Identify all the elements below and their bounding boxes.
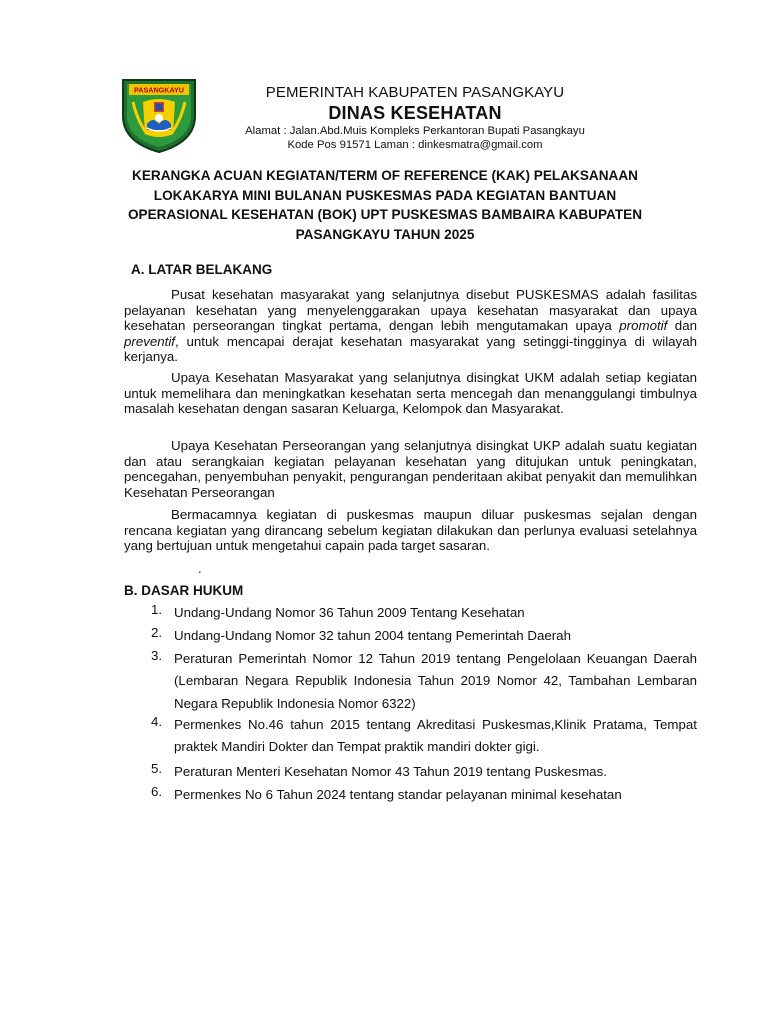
item-number: 4. — [151, 714, 163, 729]
paragraph-1-start: Pusat kesehatan masyarakat yang selanjutnya disebut PUSKESMAS adalah fasilitas pelayanan kesehatan yang menyelenggarakan upaya kesehatan masyarakat dan upaya kesehatan perseorangan tingkat pertama, dengan lebih mengutamakan upaya — [124, 287, 697, 333]
pasangkayu-logo — [117, 72, 201, 154]
paragraph-1-end: , untuk mencapai derajat kesehatan masyarakat yang setinggi-tingginya di wilayah kerjanya. — [124, 333, 697, 364]
legal-basis-item — [151, 648, 697, 715]
stray-dot: . — [198, 561, 202, 576]
paragraph-4 — [124, 507, 697, 554]
document-title: KERANGKA ACUAN KEGIATAN/TERM OF REFERENCE (KAK) PELAKSANAAN LOKAKARYA MINI BULANAN PUSKESMAS PADA KEGIATAN BANTUAN OPERASIONAL KESEHATAN (BOK) UPT PUSKESMAS BAMBAIRA KABUPATEN PASANGKAYU TAHUN 2025 — [127, 168, 643, 242]
item-text: Undang-Undang Nomor 36 Tahun 2009 Tentang Kesehatan — [174, 605, 525, 620]
item-text: Permenkes No 6 Tahun 2024 tentang standar pelayanan minimal kesehatan — [174, 787, 622, 802]
legal-basis-item — [151, 602, 697, 624]
section-a-heading: A. LATAR BELAKANG — [131, 262, 273, 277]
legal-basis-item — [151, 761, 697, 783]
item-number: 3. — [151, 648, 163, 663]
address-line: Alamat : Jalan.Abd.Muis Kompleks Perkantoran Bupati Pasangkayu — [245, 125, 585, 137]
item-text: Undang-Undang Nomor 32 tahun 2004 tentang Pemerintah Daerah — [174, 628, 571, 643]
paragraph-4-text: Bermacamnya kegiatan di puskesmas maupun diluar puskesmas sejalan dengan rencana kegiatan yang dirancang sebelum kegiatan dilakukan dan perlunya evaluasi setelahnya yang bertujuan untuk mengetahui capain pada target sasaran. — [124, 507, 697, 553]
contact-line: Kode Pos 91571 Laman : dinkesmatra@gmail.com — [287, 139, 543, 151]
paragraph-2 — [124, 370, 697, 417]
legal-basis-item — [151, 625, 697, 647]
paragraph-1-mid: dan — [667, 318, 697, 333]
paragraph-3 — [124, 438, 697, 500]
item-text: Permenkes No.46 tahun 2015 tentang Akreditasi Puskesmas,Klinik Pratama, Tempat praktek Mandiri Dokter dan Tempat praktik mandiri dokter gigi. — [174, 717, 697, 755]
item-number: 1. — [151, 602, 163, 617]
letterhead — [205, 84, 625, 152]
item-number: 2. — [151, 625, 163, 640]
item-text: Peraturan Pemerintah Nomor 12 Tahun 2019 tentang Pengelolaan Keuangan Daerah (Lembaran Negara Republik Indonesia Tahun 2019 Nomor 42, Tambahan Lembaran Negara Republik Indonesia Nomor 6322) — [174, 651, 697, 711]
item-number: 6. — [151, 784, 163, 799]
department-name: DINAS KESEHATAN — [328, 103, 502, 123]
item-number: 5. — [151, 761, 163, 776]
paragraph-1 — [124, 287, 697, 365]
item-text: Peraturan Menteri Kesehatan Nomor 43 Tahun 2019 tentang Puskesmas. — [174, 764, 607, 779]
government-name: PEMERINTAH KABUPATEN PASANGKAYU — [265, 84, 565, 101]
legal-basis-item — [151, 714, 697, 759]
section-b-heading: B. DASAR HUKUM — [124, 583, 244, 598]
paragraph-1-emphasis-promotif: promotif — [619, 318, 668, 333]
paragraph-2-text: Upaya Kesehatan Masyarakat yang selanjutnya disingkat UKM adalah setiap kegiatan untuk memelihara dan meningkatkan kesehatan serta mencegah dan menanggulangi timbulnya masalah kesehatan dengan sasaran Keluarga, Kelompok dan Masyarakat. — [124, 370, 697, 416]
legal-basis-item — [151, 784, 697, 806]
paragraph-3-text: Upaya Kesehatan Perseorangan yang selanjutnya disingkat UKP adalah suatu kegiatan dan atau serangkaian kegiatan pelayanan kesehatan yang ditujukan untuk peningkatan, pencegahan, penyembuhan penyakit, pengurangan penderitaan akibat penyakit dan memulihkan Kesehatan Perseorangan — [124, 438, 697, 500]
svg-text:PASANGKAYU: PASANGKAYU — [134, 85, 184, 95]
paragraph-1-emphasis-preventif: preventif — [124, 333, 175, 349]
